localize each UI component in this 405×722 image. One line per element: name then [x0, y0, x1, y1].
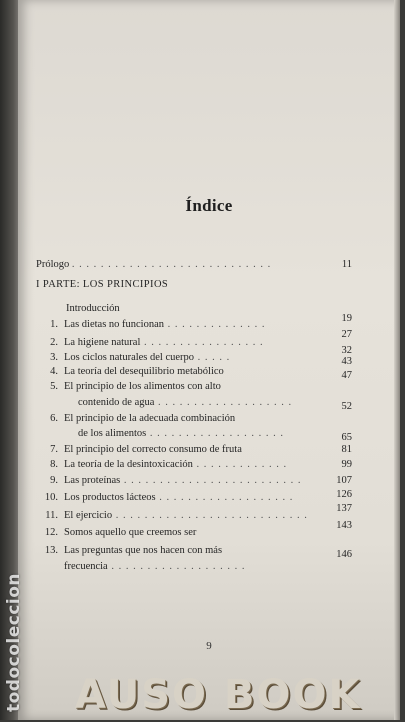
book-page — [18, 0, 400, 720]
toc-entry-number: 11. — [45, 510, 58, 521]
leader-dots: . . . . . . . . . . . . . . . . . . . . . . . . . . . — [112, 510, 308, 521]
toc-page-number: 146 — [336, 549, 352, 560]
toc-page-number: 47 — [341, 370, 352, 381]
toc-page-number: 11 — [341, 259, 352, 270]
watermark-vertical-text: todocoleccion — [4, 572, 24, 712]
toc-entry-number: 5. — [50, 381, 58, 392]
toc-entry-text: El principio de los alimentos con alto — [64, 381, 221, 392]
toc-entry-text: Las preguntas que nos hacen con más — [64, 545, 223, 556]
toc-entry-number: 6. — [50, 413, 58, 424]
toc-entry-number: 10. — [44, 492, 58, 503]
leader-dots: . . . . . . . . . . . . . . . . . — [140, 337, 264, 348]
leader-dots: . . . . . . . . . . . . . . . . . . . — [107, 561, 246, 572]
toc-entry-text: El principio del correcto consumo de fruta — [64, 444, 242, 455]
toc-entry-number: 3. — [50, 352, 58, 363]
toc-page-number: 99 — [341, 459, 352, 470]
toc-entry-prologo — [36, 259, 352, 270]
toc-entry-number: 2. — [50, 337, 58, 348]
page-title: Índice — [185, 196, 233, 215]
leader-dots: . . . . . . . . . . . . . — [192, 459, 288, 470]
toc-page-number: 27 — [341, 329, 352, 340]
toc-entry-text: Los ciclos naturales del cuerpo — [64, 352, 195, 363]
leader-dots: . . . . . . . . . . . . . . . . . . . . . . . . . — [120, 475, 302, 486]
toc-entry-text: Prólogo — [36, 259, 70, 270]
toc-part-heading: I PARTE: LOS PRINCIPIOS — [36, 279, 169, 290]
toc-page-number: 137 — [336, 503, 352, 514]
toc-page-number: 107 — [336, 475, 352, 486]
toc-page-number: 52 — [341, 401, 352, 412]
toc-page-number: 81 — [341, 444, 352, 455]
page-folio: 9 — [206, 640, 212, 652]
toc-entry-text: La teoría de la desintoxicación — [64, 459, 193, 470]
leader-dots: . . . . . . . . . . . . . . . . . . . — [154, 397, 293, 408]
toc-page-number: 43 — [341, 356, 352, 367]
toc-entry-text: Los productos lácteos — [64, 492, 156, 503]
toc-entry-text: La teoría del desequilibrio metabólico — [64, 366, 224, 377]
toc-entry-text: Introducción — [66, 303, 120, 314]
toc-page-number: 143 — [336, 520, 352, 531]
table-of-contents — [18, 0, 400, 720]
leader-dots: . . . . . . . . . . . . . . . . . . . — [146, 428, 284, 439]
toc-entry-number: 1. — [50, 319, 58, 330]
toc-entry-number: 7. — [50, 444, 58, 455]
toc-page-number: 32 — [341, 345, 352, 356]
toc-entry-text: de los alimentos — [78, 428, 147, 439]
toc-entry-number: 13. — [44, 545, 58, 556]
leader-dots: . . . . . . . . . . . . . . — [164, 319, 266, 330]
leader-dots: . . . . . — [194, 352, 231, 363]
toc-entry-number: 9. — [50, 475, 58, 486]
toc-page-number: 126 — [336, 489, 352, 500]
watermark-vertical — [0, 522, 34, 722]
toc-entry-text: Somos aquello que creemos ser — [64, 527, 197, 538]
toc-entry-text: Las proteínas — [64, 475, 121, 486]
watermark-bottom: AUSO BOOK — [75, 672, 362, 718]
toc-entry-text: contenido de agua — [78, 397, 155, 408]
toc-entry-number: 12. — [44, 527, 58, 538]
toc-entry-number: 8. — [50, 459, 58, 470]
toc-page-number: 65 — [341, 432, 352, 443]
leader-dots: . . . . . . . . . . . . . . . . . . . — [155, 492, 294, 503]
toc-entry-text: El ejercicio — [64, 510, 113, 521]
toc-page-number: 19 — [341, 313, 352, 324]
leader-dots: . . . . . . . . . . . . . . . . . . . . . . . . . . . . — [71, 259, 272, 270]
toc-entry-text: Las dietas no funcionan — [64, 319, 165, 330]
toc-entry-text: La higiene natural — [64, 337, 141, 348]
toc-entry-text: frecuencia — [64, 561, 108, 572]
toc-entry-text: El principio de la adecuada combinación — [64, 413, 236, 424]
toc-entry-number: 4. — [50, 366, 58, 377]
